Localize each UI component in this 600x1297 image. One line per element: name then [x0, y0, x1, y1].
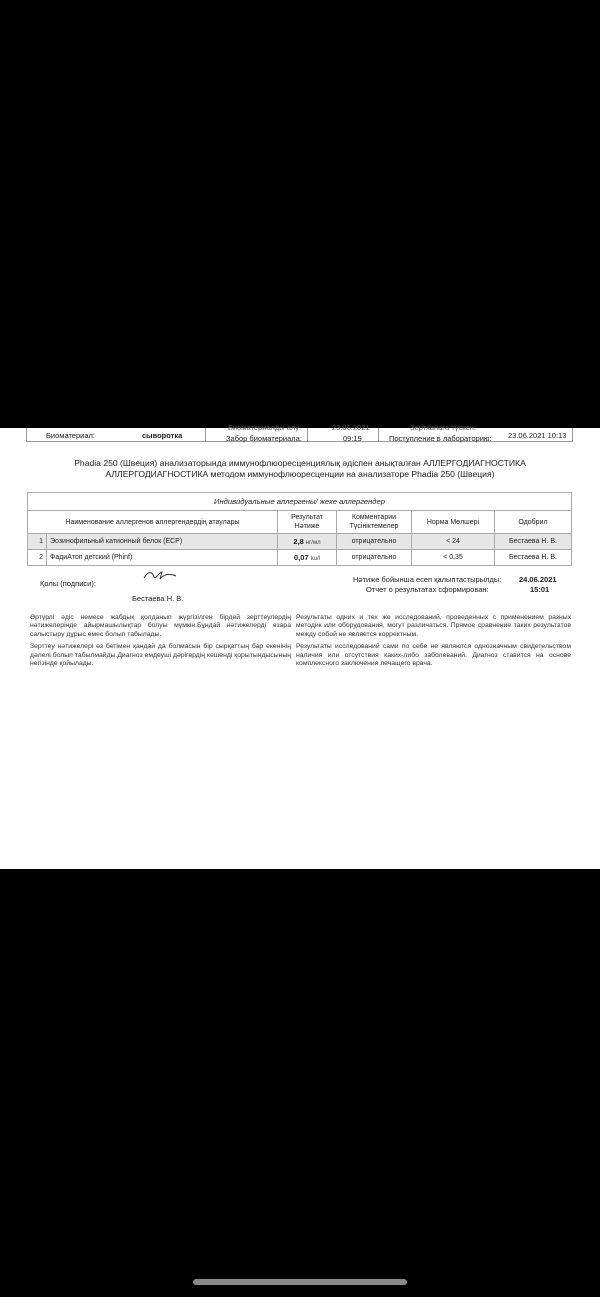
header-name: Наименование аллергенов аллергендердің атаулары	[28, 511, 278, 534]
notes-ru	[296, 614, 571, 672]
report-time: 15:01	[530, 585, 550, 594]
biomaterial-label: Биоматериал:	[46, 431, 95, 440]
title-line-ru: АЛЛЕРГОДИАГНОСТИКА методом иммунофлюоресценции на анализаторе Phadia 250 (Швеция)	[105, 469, 495, 479]
allergen-name: Эозинофильный катионный белок (ECP)	[47, 534, 278, 550]
approved-cell: Бестаева Н. В.	[495, 550, 572, 566]
note-kz-diagnosis: Зерттеу нәтижелері өз бетімен қандай да болмасын бір сырқаттың бар екенінің дәлелі болып табылмайды.Диагноз емдеуші дәрігердің кешенді қорытындысының негізінде қойылады.	[30, 643, 291, 668]
signature-scribble-icon	[142, 568, 178, 582]
approved-cell: Бестаева Н. В.	[495, 534, 572, 550]
note-ru-methods: Результаты одних и тех же исследований, проведенных с применением разных методик или оборудования, могут различаться. Прямое сравнение таких результатов между собой не является корректным.	[296, 614, 571, 638]
result-value: 0,07	[294, 553, 309, 562]
result-unit: нг/мл	[305, 540, 321, 546]
notes-kz	[30, 614, 291, 672]
home-indicator[interactable]	[193, 1279, 407, 1285]
collection-kz-label: Биоматериалды алу:	[228, 423, 302, 432]
collection-ru-label: Забор биоматериала:	[226, 434, 302, 443]
signature-label: Қолы (подписи):	[40, 579, 96, 588]
biomaterial-value: сыворотка	[142, 431, 183, 440]
report-title	[20, 458, 580, 480]
result-cell	[278, 550, 337, 566]
lab-ru-label: Поступление в лабораторию:	[389, 434, 492, 443]
note-kz-methods: Әртүрлі әдіс немесе жабдық қолданып жүргізілген бірдей зерттеулердің нәтижелерінде айырмашылықтар болуы мүмкін.Бұндай нәтижелерді өзара салыстыру дұрыс емес болып табылады.	[30, 614, 291, 638]
comment-cell: отрицательно	[337, 550, 412, 566]
section-title: Индивидуальные аллергены/ жеке аллергендер	[28, 493, 572, 511]
lab-datetime: 23.06.2021 10:13	[508, 431, 567, 440]
results-table	[27, 492, 572, 566]
signature-name: Бестаева Н. В.	[132, 594, 184, 603]
note-ru-diagnosis: Результаты исследований сами по себе не являются однозначным свидетельством наличия или отсутствия каких-либо заболеваний. Диагноз ставится на основе комплексного заключения лечащего врача.	[296, 643, 571, 668]
header-approved: Одобрил	[495, 511, 572, 534]
row-number: 1	[28, 534, 47, 550]
result-value: 2,8	[293, 537, 304, 546]
collection-date: 23.06.2021	[332, 423, 370, 432]
result-unit: ku/l	[310, 556, 320, 562]
header-comment: Комментарии Түсініктемелер	[337, 511, 412, 534]
row-number: 2	[28, 550, 47, 566]
report-header-strip	[0, 423, 600, 443]
norm-cell: < 24	[412, 534, 495, 550]
report-kz-label: Нәтиже бойынша есеп қалыптастырылды:	[353, 575, 502, 584]
header-result: Результат Нәтиже	[278, 511, 337, 534]
norm-cell: < 0,35	[412, 550, 495, 566]
allergen-name: ФадиАтоп детский (Phinf)	[47, 550, 278, 566]
result-cell	[278, 534, 337, 550]
table-header-row	[28, 511, 572, 534]
lab-report-document	[0, 423, 600, 869]
table-row	[28, 534, 572, 550]
title-line-kz: Phadia 250 (Швеция) анализаторында иммунофлюоресценциялық әдіспен анықталған АЛЛЕРГОДИАГНОСТИКА	[74, 458, 526, 468]
report-ru-label: Отчет о результатах сформирован:	[366, 585, 489, 594]
header-norm: Норма Мөлшері	[412, 511, 495, 534]
collection-time: 09:19	[343, 434, 362, 443]
table-row	[28, 550, 572, 566]
report-date: 24.06.2021	[519, 575, 557, 584]
lab-kz-label: Зертханаға түскен:	[410, 423, 476, 432]
comment-cell: отрицательно	[337, 534, 412, 550]
